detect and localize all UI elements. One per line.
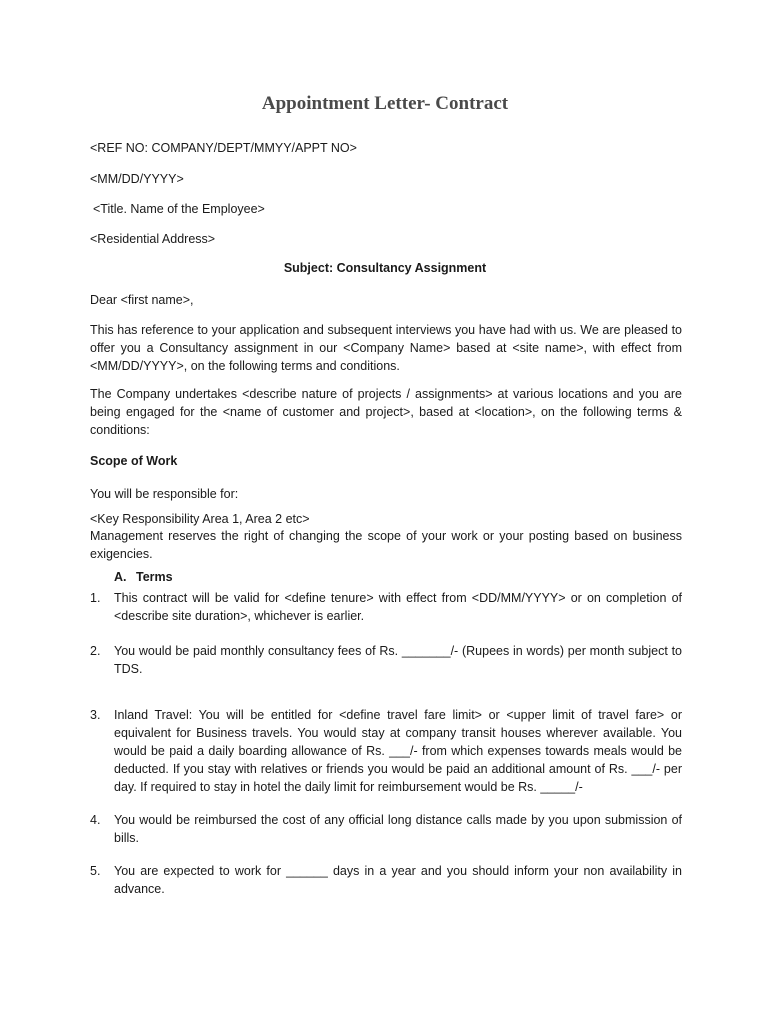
paragraph-offer: This has reference to your application and subsequent interviews you have had with us. We are pleased to offer you a Consultancy assignment in our <Company Name> based at <site name>, with effect from <MM/DD/YYYY>, on the following terms and conditions. [90,323,682,373]
residential-address: <Residential Address> [90,232,216,246]
list-item [90,642,682,678]
terms-letter: A. [114,570,127,584]
document-title: Appointment Letter- Contract [261,93,509,114]
scope-heading: Scope of Work [90,454,178,468]
terms-heading-label: Terms [136,570,173,584]
list-item [90,862,682,898]
list-item [90,589,682,625]
terms-heading [114,570,173,584]
list-item-text: You are expected to work for ______ days in a year and you should inform your non availability in advance. [114,864,682,896]
paragraph-engagement: The Company undertakes <describe nature of projects / assignments> at various locations and you are being engaged for the <name of customer and project>, based at <location>, on the following terms & conditions: [90,387,682,437]
scope-note: Management reserves the right of changing the scope of your work or your posting based on business exigencies. [90,529,682,561]
list-item-text: This contract will be valid for <define tenure> with effect from <DD/MM/YYYY> or on completion of <describe site duration>, whichever is earlier. [114,591,682,623]
list-item-text: You would be paid monthly consultancy fees of Rs. _______/- (Rupees in words) per month subject to TDS. [114,644,682,676]
list-item-number: 5. [90,864,101,878]
list-item-text: Inland Travel: You will be entitled for <define travel fare limit> or <upper limit of travel fare> or equivalent for Business travels. You would stay at company transit houses wherever available. You would be paid a daily boarding allowance of Rs. ___/- from which expenses towards meals would be deducted. If you stay with relatives or friends you would be paid an additional amount of Rs. ___/- per day. If required to stay in hotel the daily limit for reimbursement would be Rs. _____/- [114,708,682,794]
list-item-text: You would be reimbursed the cost of any official long distance calls made by you upon submission of bills. [114,813,682,845]
list-item [90,706,682,796]
list-item-number: 3. [90,708,101,722]
list-item-number: 4. [90,813,101,827]
reference-number: <REF NO: COMPANY/DEPT/MMYY/APPT NO> [90,141,357,155]
key-responsibility-areas: <Key Responsibility Area 1, Area 2 etc> [90,512,310,526]
subject-line: Subject: Consultancy Assignment [283,261,487,275]
employee-name: <Title. Name of the Employee> [93,202,265,216]
list-item-number: 1. [90,591,101,605]
letter-date: <MM/DD/YYYY> [90,172,184,186]
salutation: Dear <first name>, [90,293,194,307]
scope-intro: You will be responsible for: [90,487,239,501]
list-item-number: 2. [90,644,101,658]
list-item [90,811,682,847]
